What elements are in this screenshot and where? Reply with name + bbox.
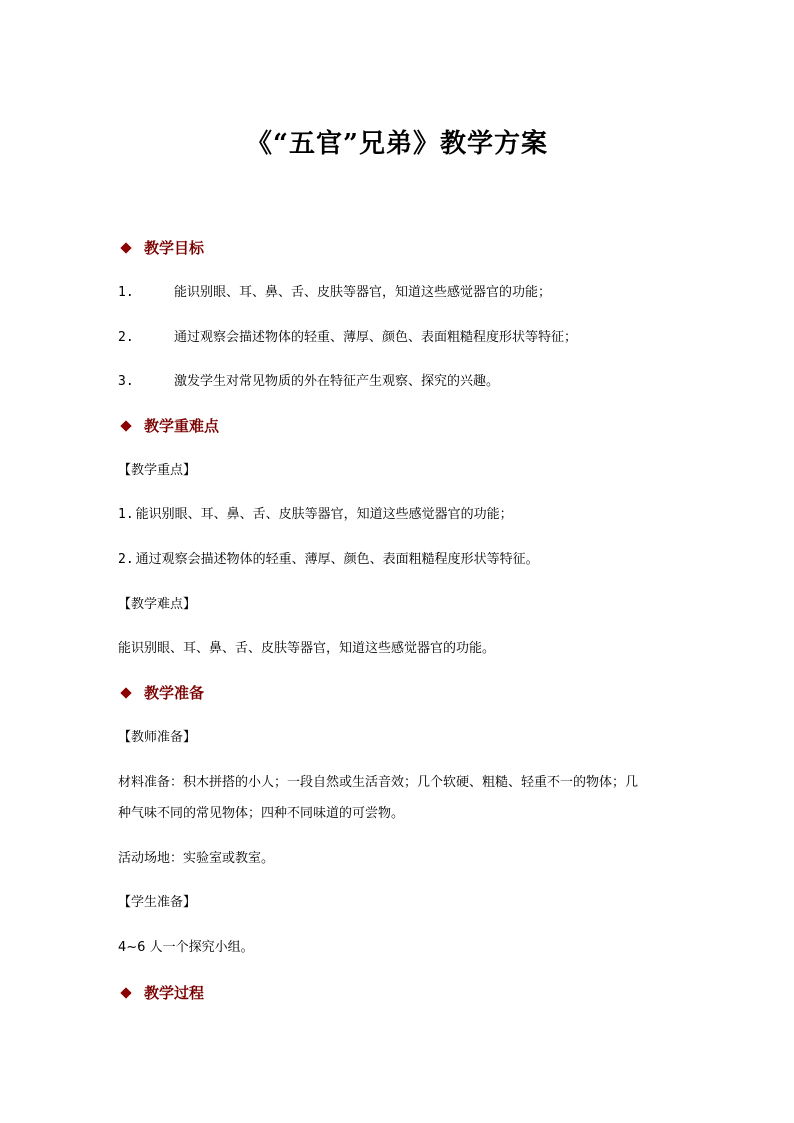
- list-number: 3.: [118, 374, 134, 389]
- difficulty-label: 【教学难点】: [118, 597, 197, 612]
- focus-item-2: [118, 549, 539, 571]
- diamond-bullet-icon: [120, 987, 131, 998]
- student-prep-label: 【学生准备】: [118, 895, 197, 910]
- venue-text: 活动场地：实验室或教室。: [118, 851, 275, 866]
- section-heading-label: 教学过程: [144, 984, 205, 1002]
- difficulty-text: 能识别眼、耳、鼻、舌、皮肤等器官，知道这些感觉器官的功能。: [118, 641, 496, 656]
- section-heading-goals: [118, 237, 204, 259]
- goal-item-3: [118, 371, 499, 393]
- diamond-bullet-icon: [120, 687, 131, 698]
- materials-line-1: 材料准备：积木拼搭的小人；一段自然或生活音效；几个软硬、粗糙、轻重不一的物体；几: [118, 775, 639, 790]
- list-number: 1.: [118, 285, 134, 300]
- focus-label: 【教学重点】: [118, 463, 197, 478]
- list-text: 激发学生对常见物质的外在特征产生观察、探究的兴趣。: [174, 374, 500, 389]
- list-number: 2.: [118, 552, 134, 567]
- list-text: 通过观察会描述物体的轻重、薄厚、颜色、表面粗糙程度形状等特征；: [174, 330, 578, 345]
- teacher-prep-label: 【教师准备】: [118, 730, 197, 745]
- section-heading-key-points: [118, 415, 219, 437]
- list-text: 能识别眼、耳、鼻、舌、皮肤等器官，知道这些感觉器官的功能；: [174, 285, 552, 300]
- goal-item-1: [118, 282, 551, 304]
- diamond-bullet-icon: [120, 242, 131, 253]
- section-heading-label: 教学重难点: [144, 417, 220, 435]
- section-heading-process: [118, 982, 204, 1004]
- list-text: 通过观察会描述物体的轻重、薄厚、颜色、表面粗糙程度形状等特征。: [135, 552, 539, 567]
- list-number: 2.: [118, 330, 134, 345]
- document-title: 《“五官”兄弟》教学方案: [246, 129, 548, 159]
- focus-item-1: [118, 504, 513, 526]
- materials-line-2: 种气味不同的常见物体；四种不同味道的可尝物。: [118, 806, 405, 821]
- section-heading-label: 教学准备: [144, 684, 205, 702]
- goal-item-2: [118, 327, 577, 349]
- section-heading-preparation: [118, 682, 204, 704]
- section-heading-label: 教学目标: [144, 239, 205, 257]
- list-text: 能识别眼、耳、鼻、舌、皮肤等器官，知道这些感觉器官的功能；: [135, 507, 513, 522]
- diamond-bullet-icon: [120, 420, 131, 431]
- list-number: 1.: [118, 507, 134, 522]
- student-prep-text: 4~6 人一个探究小组。: [118, 940, 254, 955]
